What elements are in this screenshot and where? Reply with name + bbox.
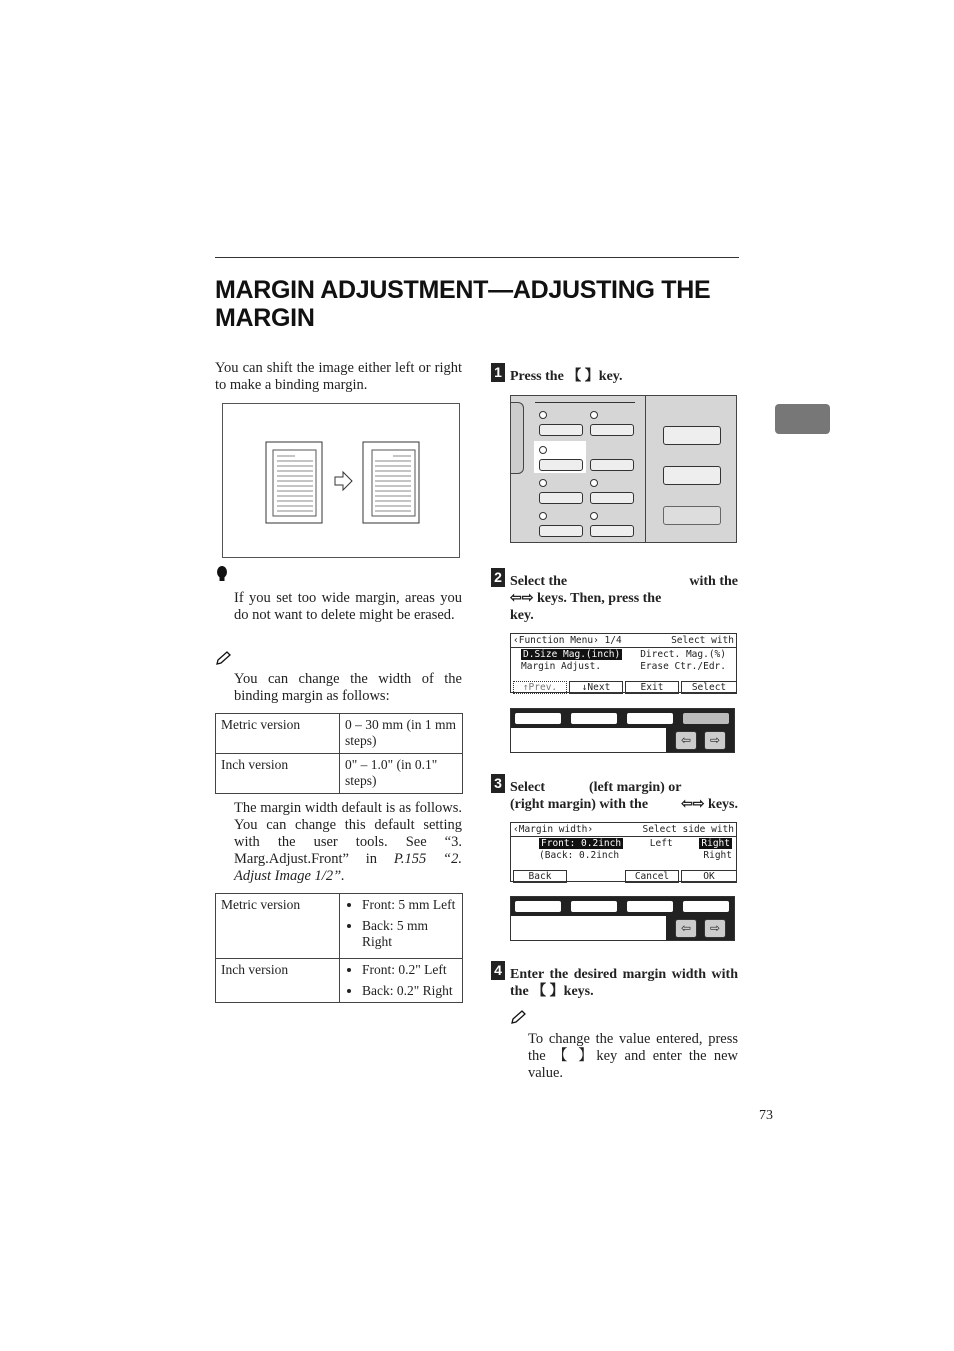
step4-text: Enter the desired margin width with the 【 】keys. xyxy=(510,967,738,999)
page-shift-diagram xyxy=(223,404,459,557)
pencil-icon xyxy=(510,1010,527,1025)
softkey-next[interactable]: ↓Next xyxy=(569,681,623,694)
lcd-selected-item: D.Size Mag.(inch) xyxy=(523,649,621,660)
softkey-cancel[interactable]: Cancel xyxy=(625,870,679,883)
step1-text: Press the 【 】key. xyxy=(510,369,623,384)
arrow-right-key[interactable]: ⇨ xyxy=(704,731,726,750)
default-text: The margin width default is as follows. You can change this default setting with the user tools. See “3. Marg.Adjust.Front” in P.155 “2. Adjust Image 1/2”. xyxy=(234,800,462,884)
arrow-left-key[interactable]: ⇦ xyxy=(675,731,697,750)
page-number: 73 xyxy=(759,1108,773,1123)
table-row: Metric version • Front: 5 mm Left • Back: 5 mm Right xyxy=(216,894,463,959)
table-row: Inch version 0" – 1.0" (in 0.1" steps) xyxy=(216,754,463,794)
margin-default-table xyxy=(215,893,463,1003)
key-row-2 xyxy=(510,896,735,941)
step2-text: Select the with the ⇦⇨ keys. Then, press the key. xyxy=(510,574,738,623)
margin-adjust-key[interactable] xyxy=(539,459,583,471)
arrow-right-icon xyxy=(335,472,352,490)
margin-range-table xyxy=(215,713,463,794)
step-number: 2 xyxy=(491,568,505,587)
step-number: 4 xyxy=(491,961,505,980)
arrow-keys-icon: ⇦⇨ xyxy=(681,797,705,812)
arrow-left-key[interactable]: ⇦ xyxy=(675,919,697,938)
step-number: 3 xyxy=(491,774,505,793)
chapter-tab xyxy=(775,404,830,434)
table-row: Metric version 0 – 30 mm (in 1 mm steps) xyxy=(216,714,463,754)
lightbulb-icon xyxy=(215,566,229,584)
arrow-right-key[interactable]: ⇨ xyxy=(704,919,726,938)
arrow-keys-icon: ⇦⇨ xyxy=(510,591,534,606)
margin-illustration xyxy=(222,403,460,558)
step4-note: To change the value entered, press the 【 】key and enter the new value. xyxy=(528,1031,738,1081)
control-panel xyxy=(510,395,737,543)
note1-text: You can change the width of the binding margin as follows: xyxy=(234,671,462,704)
softkey-prev[interactable]: ↑Prev. xyxy=(513,681,567,694)
step-number: 1 xyxy=(491,363,505,382)
softkey-exit[interactable]: Exit xyxy=(625,681,679,694)
softkey-select[interactable]: Select xyxy=(681,681,737,694)
key-row-1 xyxy=(510,708,735,753)
header-rule xyxy=(215,257,739,258)
pencil-icon xyxy=(215,651,232,666)
page-title: MARGIN ADJUSTMENT—ADJUSTING THE MARGIN xyxy=(215,276,711,332)
softkey-ok[interactable]: OK xyxy=(681,870,737,883)
table-row: Inch version • Front: 0.2" Left • Back: 0.2" Right xyxy=(216,959,463,1003)
page-ref: P.155 “2. Adjust Image 1/2”. xyxy=(234,851,462,884)
lcd-margin-width: ‹Margin width› Select side with Front: 0.2inch Left Right (Back: 0.2inch Right Back Cancel OK xyxy=(510,822,737,882)
step3-text: Select (left margin) or (right margin) with the ⇦⇨ keys. xyxy=(510,780,738,812)
warning-text: If you set too wide margin, areas you do not want to delete might be erased. xyxy=(234,590,462,623)
intro-text: You can shift the image either left or right to make a binding margin. xyxy=(215,360,462,393)
lcd-selected-side: Right xyxy=(701,838,730,849)
lcd-function-menu: ‹Function Menu› 1/4 Select with D.Size Mag.(inch) Direct. Mag.(%) Margin Adjust. Erase Ctr./Edr. ↑Prev. ↓Next Exit Select xyxy=(510,633,737,693)
softkey-back[interactable]: Back xyxy=(513,870,567,883)
